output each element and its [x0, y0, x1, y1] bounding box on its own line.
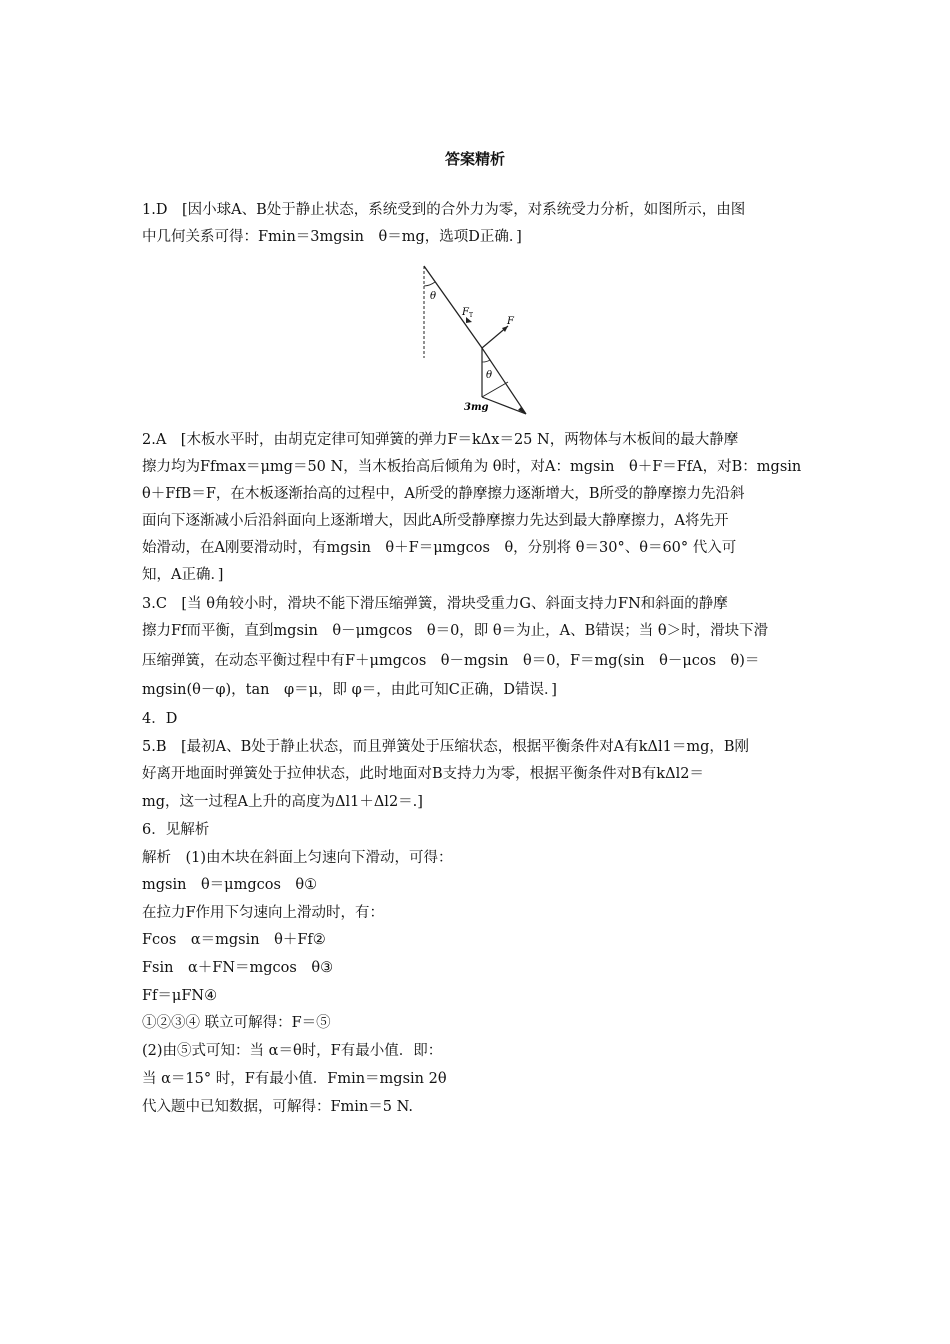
weight-label: 3mg — [464, 402, 489, 413]
answer-2-line-5: 始滑动，在A刚要滑动时，有mgsin θ＋F＝μmgcos θ，分别将 θ＝30°、θ＝60° 代入可 — [142, 540, 737, 556]
equation-2: Fcos α＝mgsin θ＋Ff② — [142, 932, 326, 948]
tension-subscript: T — [469, 312, 474, 319]
answer-2-line-6: 知，A正确．] — [142, 567, 224, 583]
triangle-bottom — [482, 397, 526, 414]
angle-arc-bottom — [482, 360, 490, 362]
theta-top-label: θ — [430, 291, 437, 302]
answer-6-line: 6．见解析 — [142, 822, 210, 838]
equation-4: Ff＝μFN④ — [142, 988, 218, 1004]
answer-3-line-3: 压缩弹簧，在动态平衡过程中有F＋μmgcos θ－mgsin θ＝0，F＝mg(sin θ－μcos θ)＝ — [142, 653, 760, 669]
solution-line-3: (2)由⑤式可知：当 α＝θ时，F有最小值．即： — [142, 1043, 443, 1059]
solution-line-5: 代入题中已知数据，可解得：Fmin＝5 N. — [142, 1099, 413, 1115]
answer-1-line-2: 中几何关系可得：Fmin＝3mgsin θ＝mg，选项D正确．] — [142, 229, 522, 245]
triangle-minimum-force — [482, 382, 508, 397]
theta-bottom-label: θ — [486, 370, 493, 381]
answer-2-line-4: 面向下逐渐减小后沿斜面向上逐渐增大，因此A所受静摩擦力先达到最大静摩擦力，A将先开 — [142, 513, 729, 529]
equation-1: mgsin θ＝μmgcos θ① — [142, 877, 318, 893]
angle-arc-top — [424, 282, 435, 286]
equation-3: Fsin α＋FN＝mgcos θ③ — [142, 960, 334, 976]
solution-line-1: 解析 (1)由木块在斜面上匀速向下滑动，可得： — [142, 850, 453, 866]
page-title: 答案精析 — [444, 150, 505, 168]
answer-3-line-1: 3.C [当 θ角较小时，滑块不能下滑压缩弹簧，滑块受重力G、斜面支持力FN和斜面的静摩 — [142, 596, 728, 612]
answer-1-line-1: 1.D [因小球A、B处于静止状态，系统受到的合外力为零，对系统受力分析，如图所示，由图 — [142, 202, 746, 218]
answer-2-line-3: θ＋FfB＝F，在木板逐渐抬高的过程中，A所受的静摩擦力逐渐增大，B所受的静摩擦力先沿斜 — [142, 486, 745, 502]
equation-5: ①②③④ 联立可解得：F＝⑤ — [142, 1015, 331, 1031]
answer-5-line-1: 5.B [最初A、B处于静止状态，而且弹簧处于压缩状态，根据平衡条件对A有kΔl1＝mg，B刚 — [142, 739, 750, 755]
tension-label: F — [462, 307, 469, 318]
solution-line-4: 当 α＝15° 时，F有最小值．Fmin＝mgsin 2θ — [142, 1071, 447, 1087]
answer-3-line-4: mgsin(θ－φ)，tan φ＝μ，即 φ＝，由此可知C正确，D错误．] — [142, 682, 557, 698]
answer-2-line-2: 擦力均为Ffmax＝μmg＝50 N，当木板抬高后倾角为 θ时，对A：mgsin θ＋F＝FfA，对B：mgsin — [142, 459, 802, 475]
answer-4-line: 4．D — [142, 711, 178, 727]
answer-3-line-2: 擦力Ff而平衡，直到mgsin θ－μmgcos θ＝0，即 θ＝为止，A、B错误；当 θ＞时，滑块下滑 — [142, 623, 769, 639]
triangle-hypotenuse — [482, 348, 526, 414]
answer-2-line-1: 2.A [木板水平时，由胡克定律可知弹簧的弹力F＝kΔx＝25 N，两物体与木板间的最大静摩 — [142, 432, 739, 448]
force-f-label: F — [507, 316, 514, 327]
solution-line-2: 在拉力F作用下匀速向上滑动时，有： — [142, 905, 385, 921]
answer-5-line-3: mg，这一过程A上升的高度为Δl1＋Δl2＝.] — [142, 794, 423, 810]
force-diagram — [410, 262, 540, 420]
answer-5-line-2: 好离开地面时弹簧处于拉伸状态，此时地面对B支持力为零，根据平衡条件对B有kΔl2＝ — [142, 766, 704, 782]
string-line — [424, 266, 482, 348]
